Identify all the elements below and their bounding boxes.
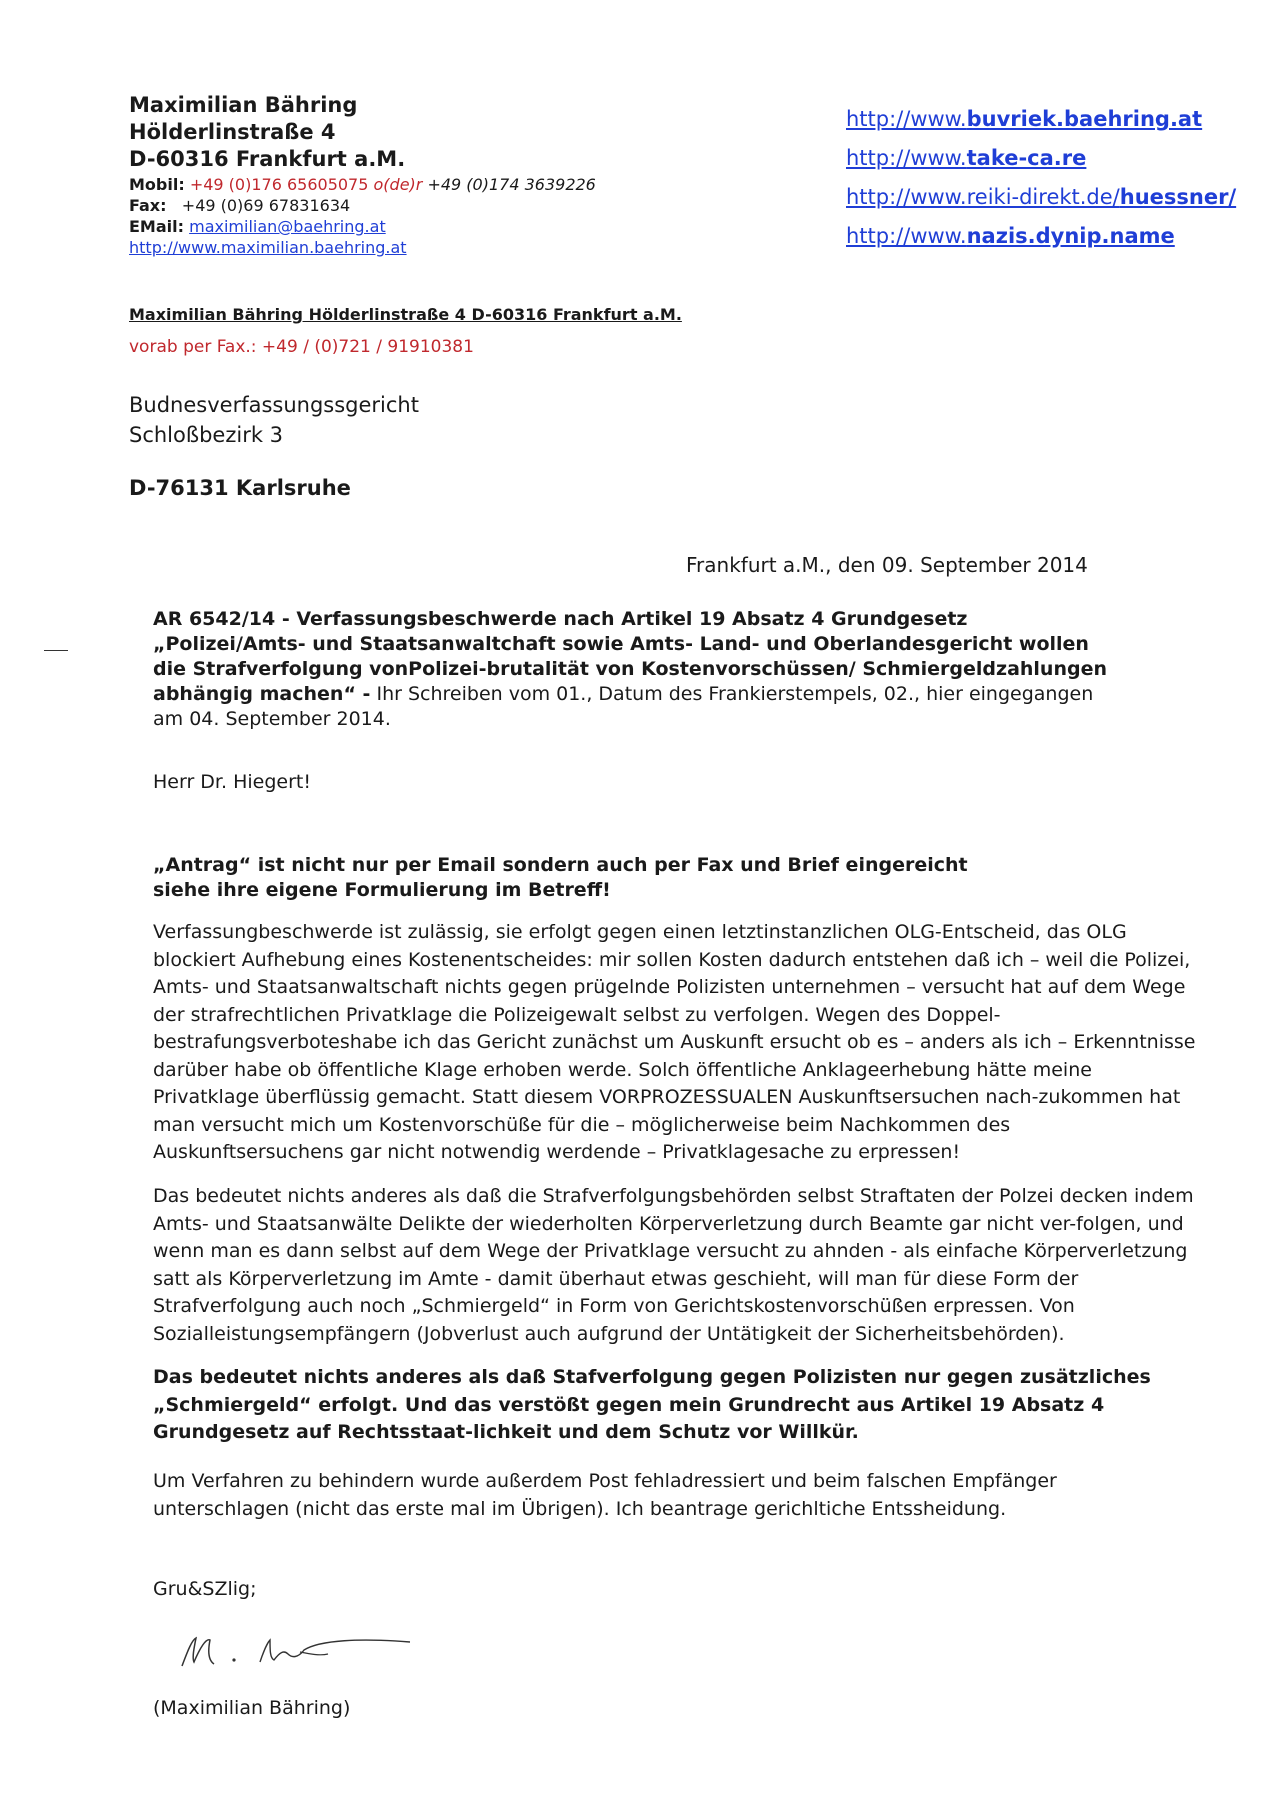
link-4[interactable]: http://www.nazis.dynip.name <box>846 224 1175 248</box>
fax-line <box>129 195 596 216</box>
return-address: Maximilian Bähring Hölderlinstraße 4 D-60316 Frankfurt a.M. <box>129 305 682 324</box>
fax-number: +49 (0)69 67831634 <box>181 196 351 215</box>
paragraph-2: Das bedeutet nichts anderes als daß die Strafverfolgungsbehörden selbst Straftaten der Polzei decken indem Amts- und Staatsanwälte Delikte der wiederholten Körperverletzung durch Beamte gar nicht ver-folgen, und wenn man es dann selbst auf dem Wege der Privatklage versucht zu ahnden - als einfache Körperverletzung satt als Körperverletzung im Amte - damit überhaut etwas geschieht, will man für diese Form der Strafverfolgung auch noch „Schmiergeld“ in Form von Gerichtskostenvorschüßen erpressen. Von Sozialleistungsempfängern (Jobverlust auch aufgrund der Untätigkeit der Sicherheitsbehörden). <box>153 1185 1194 1345</box>
fax-notice: vorab per Fax.: +49 / (0)721 / 91910381 <box>129 337 474 357</box>
mobil-number: +49 (0)176 65605075 <box>189 175 369 194</box>
link-1[interactable]: http://www.buvriek.baehring.at <box>846 107 1203 131</box>
sender-block <box>129 92 405 173</box>
link-3[interactable]: http://www.reiki-direkt.de/huessner/ <box>846 185 1237 209</box>
link-2[interactable]: http://www.take-ca.re <box>846 146 1087 170</box>
fold-mark <box>44 650 68 651</box>
mobil-or: o(de)r <box>373 175 423 194</box>
recipient-line2: Schloßbezirk 3 <box>129 423 284 447</box>
link-list <box>846 100 1236 256</box>
sender-city: D-60316 Frankfurt a.M. <box>129 147 406 171</box>
mobil-label: Mobil: <box>129 175 185 194</box>
email-line <box>129 216 596 237</box>
subject-line <box>153 607 1113 732</box>
handwritten-signature <box>170 1628 430 1682</box>
website-line <box>129 237 596 258</box>
closing: Gru&SZlig; <box>153 1578 257 1600</box>
recipient-line1: Budnesverfassungssgericht <box>129 393 419 417</box>
email-label: EMail: <box>129 217 185 236</box>
website-link[interactable]: http://www.maximilian.baehring.at <box>129 238 407 257</box>
paragraph-3: Das bedeutet nichts anderes als daß Stafverfolgung gegen Polizisten nur gegen zusätzliches „Schmiergeld“ erfolgt. Und das verstößt gegen mein Grundrecht aus Artikel 19 Absatz 4 Grundgesetz auf Rechtsstaat-lichkeit und dem Schutz vor Willkür. <box>153 1366 1151 1443</box>
recipient-city: D-76131 Karlsruhe <box>129 476 351 500</box>
recipient-block <box>129 390 419 450</box>
mobil-line <box>129 174 596 195</box>
subject-bold: AR 6542/14 - Verfassungsbeschwerde nach Artikel 19 Absatz 4 Grundgesetz „Polizei/Amts- und Staatsanwaltchaft sowie Amts- Land- und Oberlandesgericht wollen die Strafverfolgung vonPolizei-brutalität von Kostenvorschüssen/ Schmiergeldzahlungen abhängig machen“ - <box>153 608 1107 705</box>
bold-intro-line2: siehe ihre eigene Formulierung im Betreff! <box>153 879 611 901</box>
subject-normal: Ihr Schreiben vom 01., Datum des Frankierstempels, 02., hier eingegangen am 04. September 2014. <box>153 683 1094 730</box>
email-link[interactable]: maximilian@baehring.at <box>189 217 386 236</box>
mobil-alt: +49 (0)174 3639226 <box>427 175 596 194</box>
bold-intro <box>153 853 1113 903</box>
salutation: Herr Dr. Hiegert! <box>153 771 311 793</box>
sender-contact <box>129 174 596 258</box>
paragraph-4: Um Verfahren zu behindern wurde außerdem Post fehladressiert und beim falschen Empfänger unterschlagen (nicht das erste mal im Übrigen). Ich beantrage gerichltiche Entssheidung. <box>153 1470 1057 1520</box>
bold-intro-line1: „Antrag“ ist nicht nur per Email sondern auch per Fax und Brief eingereicht <box>153 854 968 876</box>
sender-name: Maximilian Bähring <box>129 93 358 117</box>
sender-street: Hölderlinstraße 4 <box>129 120 336 144</box>
letter-date: Frankfurt a.M., den 09. September 2014 <box>686 553 1088 577</box>
fax-label: Fax: <box>129 196 167 215</box>
signature-name: (Maximilian Bähring) <box>153 1697 351 1719</box>
paragraph-1: Verfassungbeschwerde ist zulässig, sie erfolgt gegen einen letztinstanzlichen OLG-Entscheid, das OLG blockiert Aufhebung eines Kostenentscheides: mir sollen Kosten dadurch entstehen daß ich – weil die Polizei, Amts- und Staatsanwaltschaft nichts gegen prügelnde Polizisten unternehmen – versucht hat auf dem Wege der strafrechtlichen Privatklage die Polizeigewalt selbst zu verfolgen. Wegen des Doppel-bestrafungsverboteshabe ich das Gericht zunächst um Auskunft ersucht ob es – anders als ich – Erkenntnisse darüber habe ob öffentliche Klage erhoben werde. Solch öffentliche Anklageerhebung hätte meine Privatklage überflüssig gemacht. Statt diesem VORPROZESSUALEN Auskunftsersuchen nach-zukommen hat man versucht mich um Kostenvorschüße für die – möglicherweise beim Nachkommen des Auskunftsersuchens gar nicht notwendig werdende – Privatklagesache zu erpressen! <box>153 921 1196 1163</box>
